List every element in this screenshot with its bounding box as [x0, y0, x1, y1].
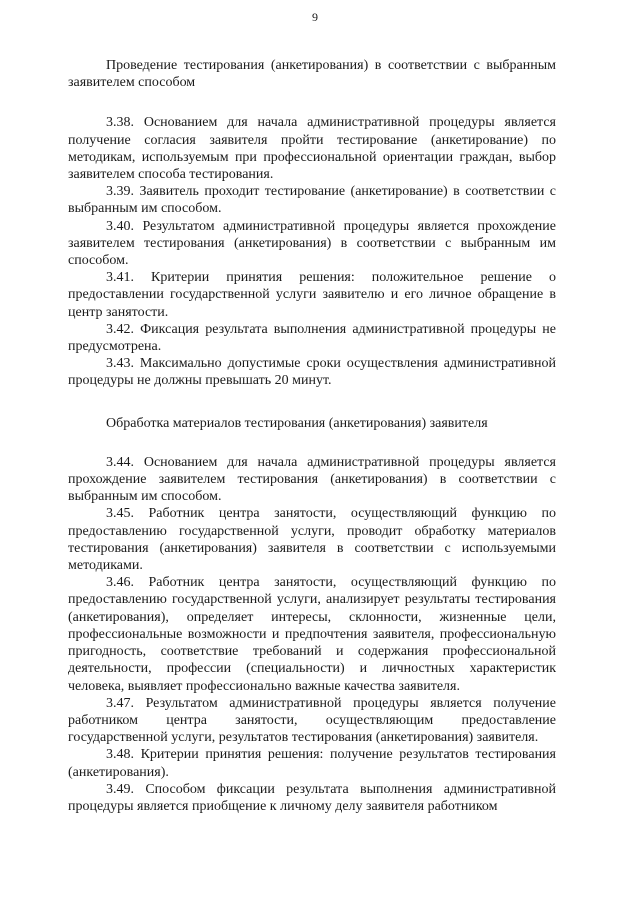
paragraph-3-48: 3.48. Критерии принятия решения: получение результатов тестирования (анкетирования).: [68, 747, 556, 780]
paragraph-3-41: 3.41. Критерии принятия решения: положительное решение о предоставлении государственной услуги заявителю и его личное обращение в центр занятости.: [68, 270, 556, 320]
paragraph-3-45: 3.45. Работник центра занятости, осуществляющий функцию по предоставлению государственной услуги, проводит обработку материалов тестирования (анкетирования) заявителя в соответствии с используемыми методиками.: [68, 506, 556, 574]
document-body: [68, 57, 556, 815]
paragraph-3-44: 3.44. Основанием для начала административной процедуры является прохождение заявителем тестирования (анкетирования) в соответствии с выбранным им способом.: [68, 454, 556, 505]
paragraph-3-42: 3.42. Фиксация результата выполнения административной процедуры не предусмотрена.: [68, 321, 556, 355]
paragraph-3-49: 3.49. Способом фиксации результата выполнения административной процедуры является приобщение к личному делу заявителя работником: [68, 781, 556, 814]
paragraph-3-46: 3.46. Работник центра занятости, осуществляющий функцию по предоставлению государственной услуги, анализирует результаты тестирования (анкетирования), определяет интересы, склонности, жизненные цели, профессиональные возможности и предпочтения заявителя, профессиональную пригодность, соответствие требований и содержания профессиональной деятельности, профессии (специальности) и личностных характеристик человека, выявляет профессионально важные качества заявителя.: [68, 575, 556, 694]
paragraph-3-43: 3.43. Максимально допустимые сроки осуществления административной процедуры не должны превышать 20 минут.: [68, 356, 556, 389]
paragraph-3-47: 3.47. Результатом административной процедуры является получение работником центра занятости, осуществляющим предоставление государственной услуги, результатов тестирования (анкетирования) заявителя.: [68, 695, 556, 746]
paragraph-3-38: 3.38. Основанием для начала административной процедуры является получение согласия заявителя пройти тестирование (анкетирование) по методикам, используемым при профессиональной ориентации граждан, выбор заявителем способа тестирования.: [68, 115, 556, 183]
paragraph-3-40: 3.40. Результатом административной процедуры является прохождение заявителем тестирования (анкетирования) в соответствии с выбранным им способом.: [68, 218, 556, 269]
paragraph-3-39: 3.39. Заявитель проходит тестирование (анкетирование) в соответствии с выбранным им способом.: [68, 184, 556, 217]
section-heading: Обработка материалов тестирования (анкетирования) заявителя: [106, 415, 488, 431]
section-heading: Проведение тестирования (анкетирования) в соответствии с выбранным заявителем способом: [68, 58, 556, 91]
page-number: 9: [312, 10, 318, 24]
